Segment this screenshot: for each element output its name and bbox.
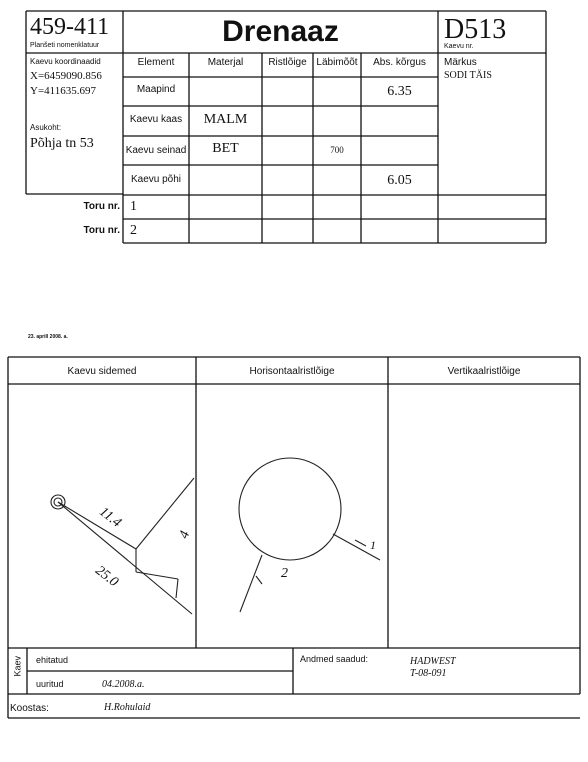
sketch2-label-pipe2: 2	[281, 566, 288, 581]
surveyed-label: uuritud	[36, 679, 64, 689]
data-from-label: Andmed saadud:	[300, 654, 369, 664]
well-id: D513	[444, 14, 507, 45]
map-sheet-number: 459-411	[30, 14, 110, 40]
row-element-ground: Maapind	[136, 84, 176, 95]
sketch2-label-pipe1: 1	[370, 538, 376, 552]
pipe-number-2: 2	[130, 223, 137, 238]
column-header-element: Element	[137, 57, 175, 68]
row-element-lid: Kaevu kaas	[129, 114, 183, 125]
built-label: ehitatud	[36, 655, 69, 665]
column-header-material: Materjal	[207, 57, 244, 68]
map-sheet-label: Planšeti nomenklatuur	[30, 42, 100, 49]
column-header-diameter: Läbimõõt	[316, 57, 358, 68]
location-label: Asukoht:	[30, 123, 62, 132]
sketch1-label-distance1: 11.4	[96, 504, 124, 531]
remarks-value: SODI TÄIS	[444, 70, 492, 81]
row-abs-height-ground: 6.35	[387, 84, 412, 99]
sketch1-label-distance2: 25.0	[92, 563, 121, 591]
remarks-label: Märkus	[444, 57, 477, 68]
pipe-label-1: Toru nr.	[83, 201, 120, 212]
date-stamp: 23. aprill 2008. a.	[28, 334, 68, 340]
row-material-lid: MALM	[203, 112, 248, 127]
compiled-value: H.Rohulaid	[104, 702, 151, 713]
page-title: Drenaaz	[222, 15, 339, 48]
row-material-walls: BET	[212, 141, 239, 156]
data-from-value2: T-08-091	[410, 668, 447, 679]
sketch-horizontal-section	[239, 458, 380, 612]
row-element-bottom: Kaevu põhi	[130, 174, 182, 185]
compiled-label: Koostas:	[10, 703, 49, 714]
data-from-value1: HADWEST	[410, 656, 456, 667]
pipe-number-1: 1	[130, 199, 137, 214]
coordinate-x: X=6459090.856	[30, 70, 102, 82]
coordinate-y: Y=411635.697	[30, 85, 96, 97]
well-id-label: Kaevu nr.	[444, 43, 474, 50]
location-value: Põhja tn 53	[30, 136, 94, 151]
pipe-label-2: Toru nr.	[83, 225, 120, 236]
row-diameter-walls: 700	[330, 145, 344, 155]
surveyed-value: 04.2008.a.	[102, 679, 145, 690]
row-abs-height-bottom: 6.05	[387, 173, 412, 188]
row-element-walls: Kaevu seinad	[125, 145, 187, 156]
column-header-abs-height: Abs. kõrgus	[373, 57, 426, 68]
panel-title-vertical: Vertikaalristlõige	[447, 366, 521, 377]
sketch-well-connections	[51, 478, 194, 614]
panel-title-horizontal: Horisontaalristlõige	[249, 366, 335, 377]
coordinates-label: Kaevu koordinaadid	[30, 57, 101, 66]
column-header-cross-section: Ristlõige	[268, 57, 307, 68]
panel-title-connections: Kaevu sidemed	[67, 366, 137, 377]
sketch1-label-offset: 4	[176, 528, 194, 541]
footer-side-label: Kaev	[12, 655, 23, 677]
